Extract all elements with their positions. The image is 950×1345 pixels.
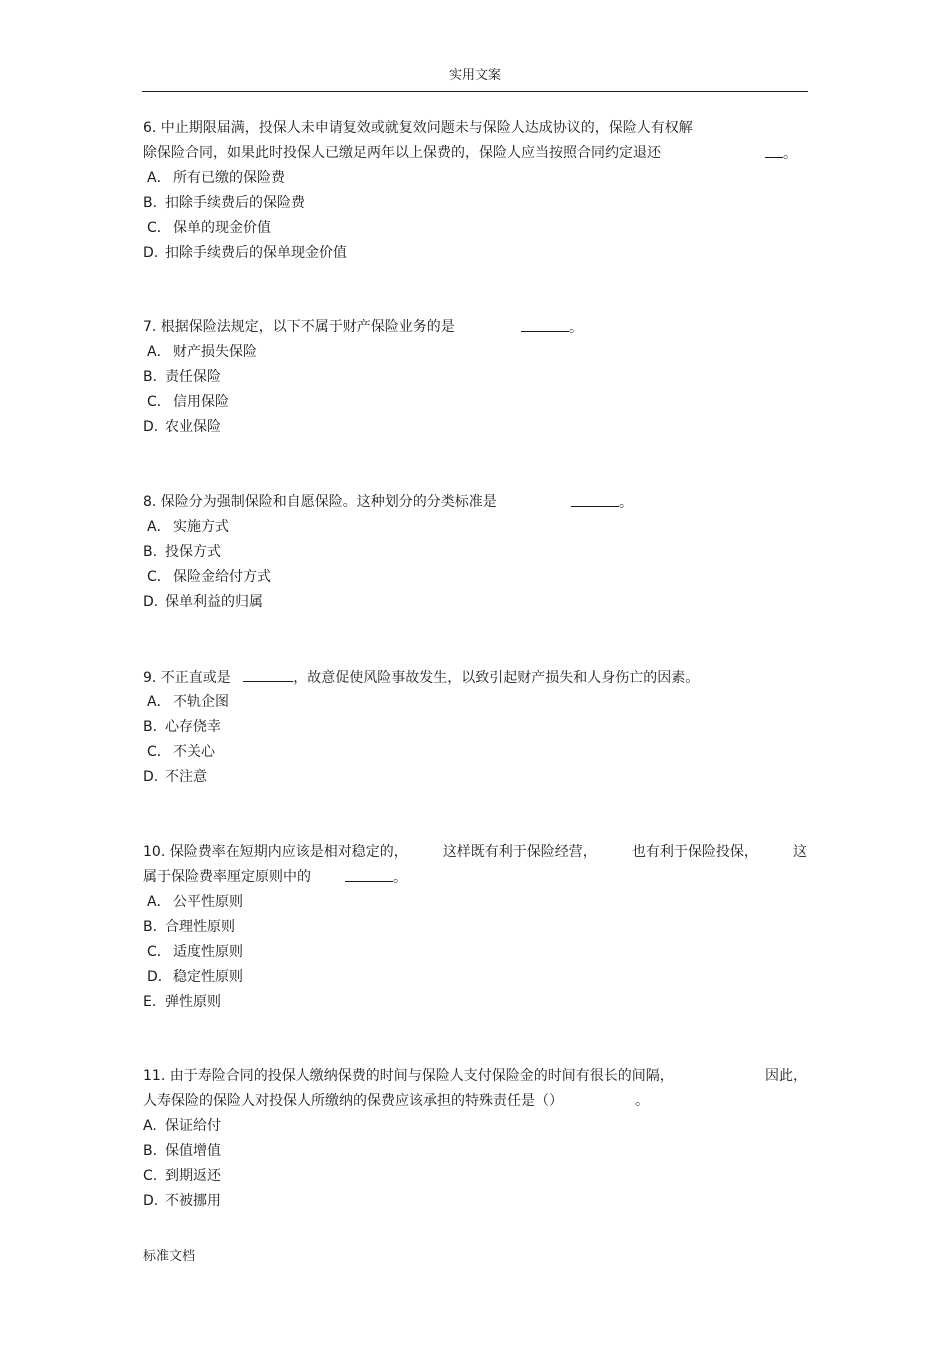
stem-text: 因此， [765,1068,807,1084]
option-text: 保值增值 [165,1143,221,1159]
option-letter: B. [143,919,158,935]
stem-text: 10. 保险费率在短期内应该是相对稳定的， [143,844,408,860]
option-b [143,1139,807,1164]
option-letter: C． [147,220,171,236]
option-text: 不被挪用 [165,1193,221,1209]
option-c [143,740,807,765]
option-text: 弹性原则 [165,994,221,1010]
option-text: 合理性原则 [165,919,235,935]
option-letter: A. [143,1118,157,1134]
answer-blank [571,490,619,507]
option-text: 投保方式 [165,544,221,560]
option-text: 适度性原则 [173,944,243,960]
stem-text: 属于保险费率厘定原则中的 [143,869,311,885]
option-letter: B. [143,544,158,560]
option-text: 不轨企图 [173,694,229,710]
option-text: 不关心 [173,744,215,760]
option-b [143,191,807,216]
option-a [143,166,807,191]
stem-text: 人寿保险的保险人对投保人所缴纳的保费应该承担的特殊责任是（） [143,1093,563,1109]
question-9 [143,665,807,790]
question-stem-line [143,490,807,515]
option-c [143,390,807,415]
option-letter: D. [143,419,159,435]
option-c [143,216,807,241]
option-text: 责任保险 [165,369,221,385]
answer-blank-group [345,865,407,891]
option-text: 不注意 [165,769,207,785]
option-letter: A． [147,344,171,360]
option-b [143,365,807,390]
answer-blank-group [521,315,583,341]
option-b [143,915,807,940]
option-text: 到期返还 [165,1168,221,1184]
answer-blank [345,865,393,882]
option-text: 扣除手续费后的保险费 [165,195,305,211]
answer-blank [521,315,569,332]
option-a [143,690,807,715]
header-title: 实用文案 [448,68,501,83]
option-text: 保证给付 [165,1118,221,1134]
option-text: 所有已缴的保险费 [173,170,285,186]
option-text: 保单利益的归属 [165,594,263,610]
answer-blank-group [765,141,797,167]
option-a [143,340,807,365]
option-b [143,715,807,740]
footer-text: 标准文档 [143,1249,196,1264]
option-text: 实施方式 [173,519,229,535]
option-letter: C． [147,569,171,585]
option-letter: A． [147,694,171,710]
question-stem-line [143,141,807,166]
option-a [143,515,807,540]
option-text: 信用保险 [173,394,229,410]
option-letter: A． [147,519,171,535]
question-stem-line [143,865,807,890]
option-text: 财产损失保险 [173,344,257,360]
option-letter: A． [147,894,171,910]
option-a [143,1114,807,1139]
option-d [143,965,807,990]
option-letter: B. [143,369,158,385]
option-a [143,890,807,915]
option-d [143,765,807,790]
question-7 [143,315,807,440]
option-d [143,1189,807,1214]
page-header [142,66,808,92]
stem-text: 8. 保险分为强制保险和自愿保险。这种划分的分类标准是 [143,494,497,510]
option-d [143,590,807,615]
option-letter: B. [143,719,158,735]
question-stem-line [143,315,807,340]
option-b [143,540,807,565]
option-letter: D. [143,769,159,785]
stem-text: 7. 根据保险法规定，以下不属于财产保险业务的是 [143,319,455,335]
stem-text: 这样既有利于保险经营， [442,844,597,860]
option-text: 心存侥幸 [165,719,221,735]
option-letter: D. [143,594,159,610]
option-text: 公平性原则 [173,894,243,910]
option-letter: C. [143,1168,158,1184]
option-letter: B. [143,195,158,211]
option-c [143,1164,807,1189]
option-letter: C． [147,394,171,410]
answer-blank-group [571,490,633,516]
option-letter: A． [147,170,171,186]
question-8 [143,490,807,615]
option-letter: C． [147,744,171,760]
option-letter: D. [143,245,159,261]
stem-tail: 。 [619,495,633,511]
stem-text: 这 [793,844,807,860]
page-footer [143,1248,195,1266]
option-c [143,940,807,965]
option-text: 稳定性原则 [173,969,243,985]
option-e [143,990,807,1015]
option-c [143,565,807,590]
stem-tail: 。 [635,1093,649,1109]
option-text: 保险金给付方式 [173,569,271,585]
option-d [143,241,807,266]
answer-blank [243,665,293,682]
option-letter: C． [147,944,171,960]
stem-tail: 。 [783,146,797,162]
option-letter: B. [143,1143,158,1159]
question-stem-line [143,1089,807,1114]
stem-text: 也有利于保险投保， [631,844,758,860]
question-10 [143,840,807,1015]
question-11 [143,1064,807,1214]
option-letter: E. [143,994,157,1010]
stem-text: 9. 不正直或是 [143,670,231,686]
option-letter: D. [143,1193,159,1209]
question-stem-line [143,840,807,865]
option-text: 农业保险 [165,419,221,435]
option-text: 保单的现金价值 [173,220,271,236]
option-text: 扣除手续费后的保单现金价值 [165,245,347,261]
question-stem-line [143,1064,807,1089]
option-d [143,415,807,440]
answer-blank [765,141,783,158]
stem-text: 11. 由于寿险合同的投保人缴纳保费的时间与保险人支付保险金的时间有很长的间隔， [143,1068,674,1084]
stem-text: ，故意促使风险事故发生，以致引起财产损失和人身伤亡的因素。 [293,670,700,686]
stem-text: 除保险合同，如果此时投保人已缴足两年以上保费的，保险人应当按照合同约定退还 [143,145,661,161]
stem-tail: 。 [569,320,583,336]
question-6 [143,116,807,266]
option-letter: D． [147,969,172,985]
stem-tail: 。 [393,870,407,886]
question-stem-line: 6. 中止期限届满，投保人未申请复效或就复效问题未与保险人达成协议的，保险人有权解 [143,120,693,136]
question-stem-line [143,665,807,690]
